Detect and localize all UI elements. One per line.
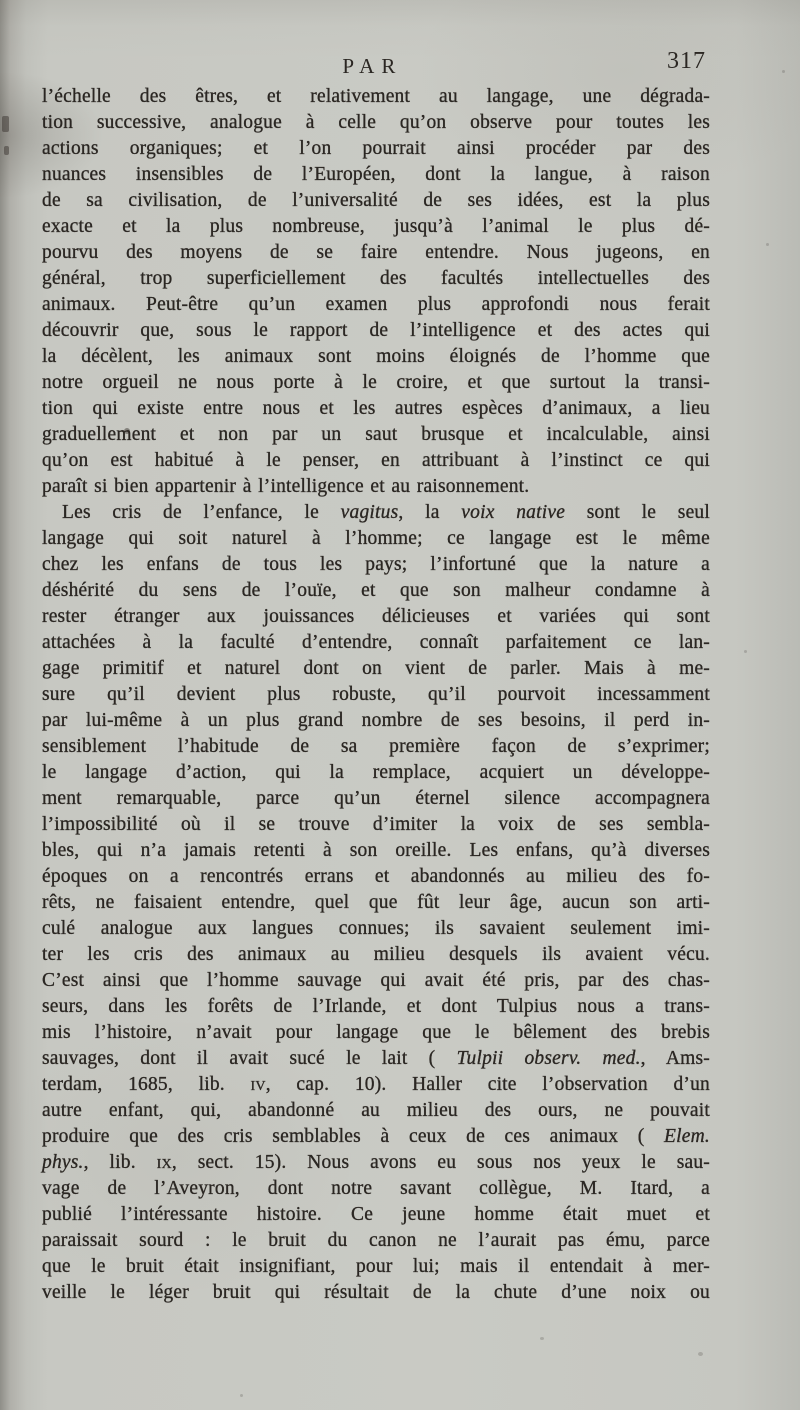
text-line (42, 84, 710, 110)
text-line (42, 110, 710, 136)
paper-speck (2, 116, 9, 132)
text-line (42, 396, 710, 422)
text-line (42, 552, 710, 578)
text-line (42, 1020, 710, 1046)
text-line (42, 136, 710, 162)
text-line (42, 682, 710, 708)
text-block (42, 84, 710, 1306)
body-text: le langage d’action, qui la remplace, acquiert un développe- (42, 762, 710, 783)
text-line (42, 240, 710, 266)
text-line (42, 916, 710, 942)
body-text: général, trop superficiellement des facultés intellectuelles des (42, 268, 710, 289)
italic-text: Tulpii observ. med. (456, 1048, 641, 1069)
text-line (42, 1176, 710, 1202)
text-line (42, 1150, 710, 1176)
body-text: exacte et la plus nombreuse, jusqu’à l’animal le plus dé- (42, 216, 710, 237)
body-text: rester étranger aux jouissances délicieuses et variées qui sont (42, 606, 710, 627)
body-text: sure qu’il devient plus robuste, qu’il pourvoit incessamment (42, 684, 710, 705)
text-line (42, 526, 710, 552)
body-text: seurs, dans les forêts de l’Irlande, et dont Tulpius nous a trans- (42, 996, 710, 1017)
text-line (42, 838, 710, 864)
body-text: l’impossibilité où il se trouve d’imiter la voix de ses sembla- (42, 814, 710, 835)
text-line (42, 474, 710, 500)
body-text: Les cris de l’enfance, le (62, 502, 341, 523)
body-text: l’échelle des êtres, et relativement au langage, une dégrada- (42, 86, 710, 107)
text-line (42, 1280, 710, 1306)
body-text: sont le seul (565, 502, 711, 523)
text-line (42, 734, 710, 760)
text-line (42, 1098, 710, 1124)
body-text: , lib. (83, 1152, 157, 1173)
text-line (42, 656, 710, 682)
page-number: 317 (667, 48, 706, 74)
italic-text: Elem. (664, 1126, 710, 1147)
text-line (42, 422, 710, 448)
body-text: , sect. 15). Nous avons eu sous nos yeux le sau- (171, 1152, 710, 1173)
body-text: iv (250, 1074, 266, 1095)
text-line (42, 1228, 710, 1254)
text-line (42, 214, 710, 240)
body-text: bles, qui n’a jamais retenti à son oreille. Les enfans, qu’à diverses (42, 840, 710, 861)
body-text: autre enfant, qui, abandonné au milieu des ours, ne pouvait (42, 1100, 710, 1121)
text-line (42, 578, 710, 604)
text-line (42, 1124, 710, 1150)
text-line (42, 370, 710, 396)
body-text: attachées à la faculté d’entendre, connaît parfaitement ce lan- (42, 632, 710, 653)
body-text: ment remarquable, parce qu’un éternel silence accompagnera (42, 788, 710, 809)
paper-speck (240, 1394, 243, 1397)
body-text: paraît si bien appartenir à l’intelligence et au raisonnement. (42, 476, 530, 497)
body-text: pourvu des moyens de se faire entendre. Nous jugeons, en (42, 242, 710, 263)
text-line (42, 162, 710, 188)
text-line (42, 500, 710, 526)
text-line (42, 1072, 710, 1098)
body-text: langage qui soit naturel à l’homme; ce langage est le même (42, 528, 710, 549)
text-line (42, 890, 710, 916)
paper-speck (698, 1352, 703, 1356)
text-line (42, 864, 710, 890)
body-text: qu’on est habitué à le penser, en attribuant à l’instinct ce qui (42, 450, 710, 471)
text-line (42, 708, 710, 734)
text-line (42, 968, 710, 994)
paper-speck (744, 650, 747, 653)
body-text: découvrir que, sous le rapport de l’intelligence et des actes qui (42, 320, 710, 341)
paper-speck (124, 428, 130, 434)
italic-text: phys. (42, 1152, 84, 1173)
body-text: sauvages, dont il avait sucé le lait ( (42, 1048, 457, 1069)
text-line (42, 188, 710, 214)
body-text: sensiblement l’habitude de sa première façon de s’exprimer; (42, 736, 710, 757)
text-line (42, 1202, 710, 1228)
text-line (42, 1254, 710, 1280)
text-line (42, 1046, 710, 1072)
body-text: tion qui existe entre nous et les autres espèces d’animaux, a lieu (42, 398, 710, 419)
body-text: , Ams- (640, 1048, 710, 1069)
body-text: culé analogue aux langues connues; ils savaient seulement imi- (42, 918, 710, 939)
text-line (42, 318, 710, 344)
body-text: rêts, ne faisaient entendre, quel que fût leur âge, aucun son arti- (42, 892, 710, 913)
body-text: produire que des cris semblables à ceux de ces animaux ( (42, 1126, 665, 1147)
text-line (42, 448, 710, 474)
body-text: tion successive, analogue à celle qu’on observe pour toutes les (42, 112, 710, 133)
text-line (42, 604, 710, 630)
body-text: chez les enfans de tous les pays; l’infortuné que la nature a (42, 554, 710, 575)
body-text: publié l’intéressante histoire. Ce jeune homme était muet et (42, 1204, 710, 1225)
paper-speck (540, 1337, 544, 1340)
body-text: que le bruit était insignifiant, pour lui; mais il entendait à mer- (42, 1256, 710, 1277)
text-line (42, 344, 710, 370)
text-line (42, 942, 710, 968)
body-text: ix (156, 1152, 172, 1173)
body-text: paraissait sourd : le bruit du canon ne l’aurait pas ému, parce (42, 1230, 710, 1251)
body-text: la décèlent, les animaux sont moins éloignés de l’homme que (42, 346, 710, 367)
body-text: ter les cris des animaux au milieu desquels ils avaient vécu. (42, 944, 710, 965)
body-text: terdam, 1685, lib. (42, 1074, 251, 1095)
body-text: nuances insensibles de l’Européen, dont la langue, à raison (42, 164, 710, 185)
text-line (42, 630, 710, 656)
body-text: de sa civilisation, de l’universalité de ses idées, est la plus (42, 190, 710, 211)
body-text: déshérité du sens de l’ouïe, et que son malheur condamne à (42, 580, 710, 601)
body-text: gage primitif et naturel dont on vient de parler. Mais à me- (42, 658, 710, 679)
text-line (42, 786, 710, 812)
body-text: actions organiques; et l’on pourrait ainsi procéder par des (42, 138, 710, 159)
body-text: mis l’histoire, n’avait pour langage que le bêlement des brebis (42, 1022, 710, 1043)
italic-text: voix native (461, 502, 566, 523)
paper-speck (4, 146, 9, 155)
text-line (42, 266, 710, 292)
running-title: PAR (342, 54, 403, 78)
text-line (42, 812, 710, 838)
body-text: époques on a rencontrés errans et abandonnés au milieu des fo- (42, 866, 710, 887)
body-text: animaux. Peut-être qu’un examen plus approfondi nous ferait (42, 294, 710, 315)
body-text: graduellement et non par un saut brusque et incalculable, ainsi (42, 424, 710, 445)
text-line (42, 994, 710, 1020)
italic-text: vagitus (340, 502, 399, 523)
body-text: , cap. 10). Haller cite l’observation d’un (265, 1074, 710, 1095)
body-text: veille le léger bruit qui résultait de la chute d’une noix ou (42, 1282, 710, 1303)
running-header (42, 46, 710, 86)
body-text: par lui-même à un plus grand nombre de ses besoins, il perd in- (42, 710, 710, 731)
text-line (42, 760, 710, 786)
body-text: , la (398, 502, 462, 523)
paper-speck (782, 70, 785, 73)
body-text: vage de l’Aveyron, dont notre savant collègue, M. Itard, a (42, 1178, 710, 1199)
paper-speck (766, 243, 769, 246)
body-text: notre orgueil ne nous porte à le croire, et que surtout la transi- (42, 372, 710, 393)
body-text: C’est ainsi que l’homme sauvage qui avait été pris, par des chas- (42, 970, 710, 991)
text-line (42, 292, 710, 318)
